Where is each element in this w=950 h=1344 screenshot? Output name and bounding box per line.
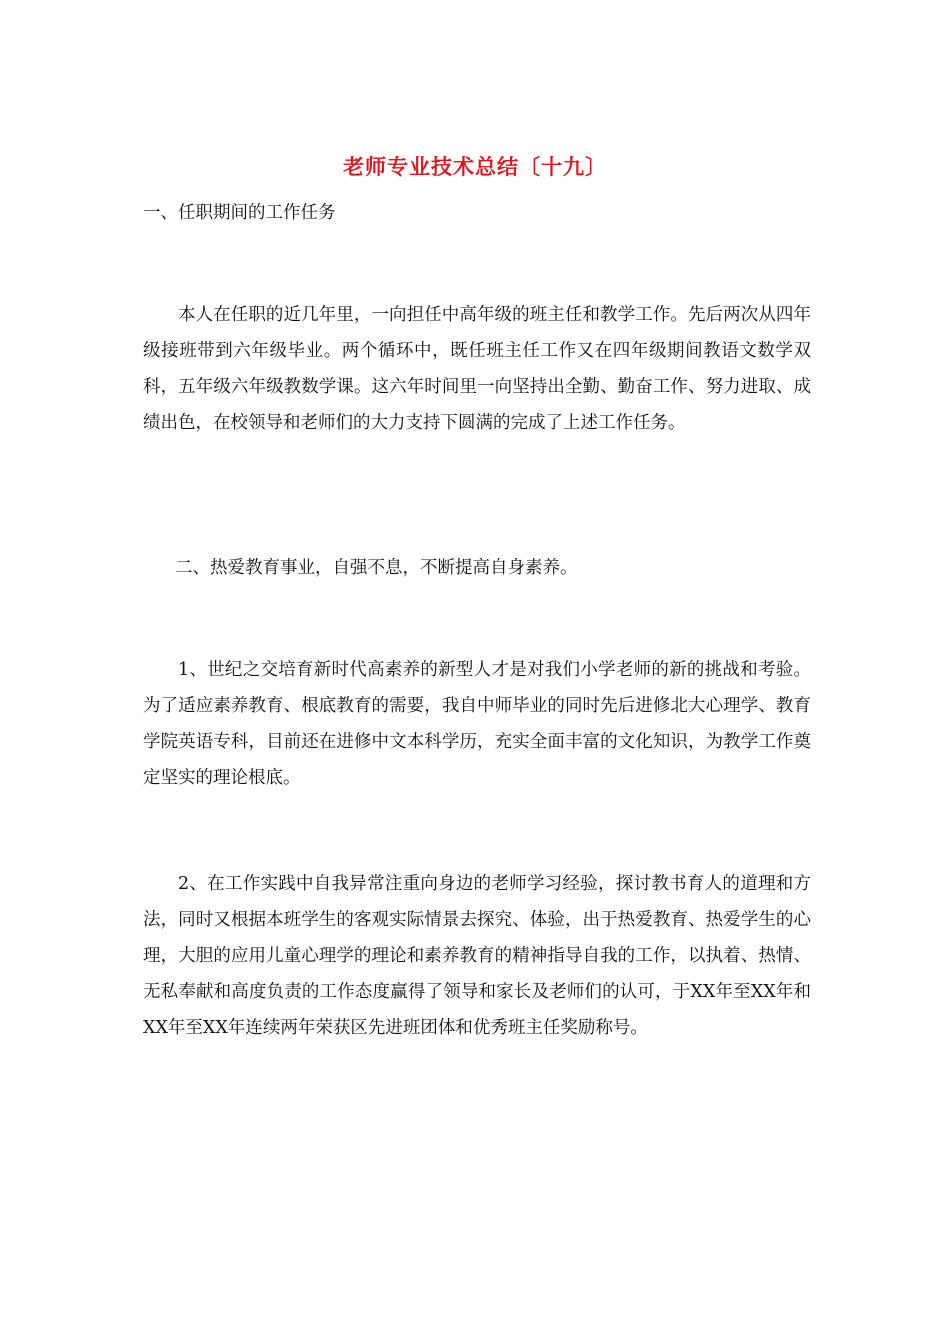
paragraph-2: 1、世纪之交培育新时代高素养的新型人才是对我们小学老师的新的挑战和考验。为了适应素养教育、根底教育的需要，我自中师毕业的同时先后进修北大心理学、教育学院英语专科，目前还在进修中文本科学历，充实全面丰富的文化知识，为教学工作奠定坚实的理论根底。 [143,660,811,788]
section-heading-1: 一、任职期间的工作任务 [143,203,336,223]
section-heading-2: 二、热爱教育事业，自强不息，不断提高自身素养。 [175,558,578,578]
paragraph-3: 2、在工作实践中自我异常注重向身边的老师学习经验，探讨教书育人的道理和方法，同时又根据本班学生的客观实际情景去探究、体验，出于热爱教育、热爱学生的心理，大胆的应用儿童心理学的理论和素养教育的精神指导自我的工作，以执着、热情、无私奉献和高度负责的工作态度赢得了领导和家长及老师们的认可，于XX年至XX年和XX年至XX年连续两年荣获区先进班团体和优秀班主任奖励称号。 [143,874,811,1038]
document-title: 老师专业技术总结〔十九〕 [343,154,607,179]
paragraph-1: 本人在任职的近几年里，一向担任中高年级的班主任和教学工作。先后两次从四年级接班带到六年级毕业。两个循环中，既任班主任工作又在四年级期间教语文数学双科，五年级六年级教数学课。这六年时间里一向坚持出全勤、勤奋工作、努力进取、成绩出色，在校领导和老师们的大力支持下圆满的完成了上述工作任务。 [143,305,811,433]
